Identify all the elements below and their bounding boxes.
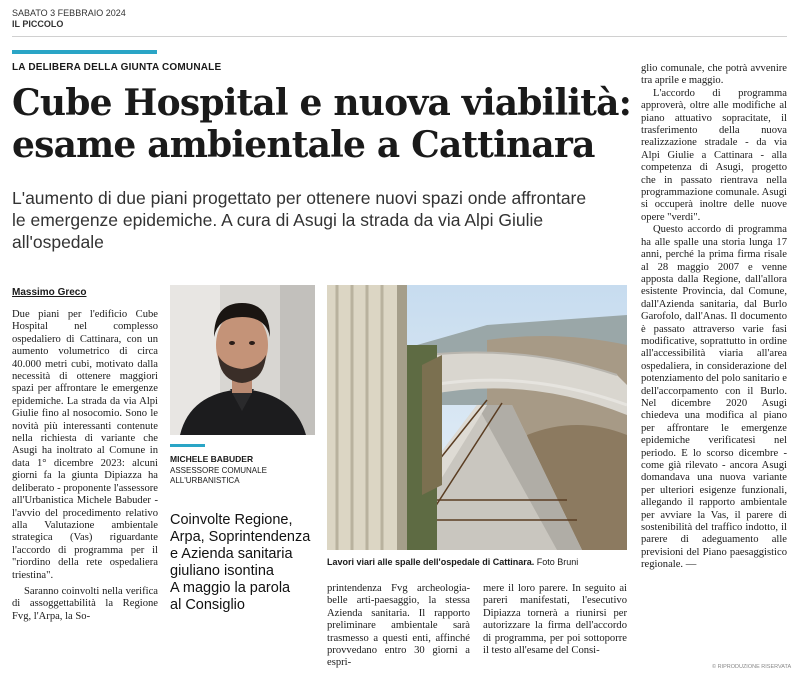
subtitle-line-2: le emergenze epidemiche. A cura di Asugi la strada da via Alpi Giulie all'ospedale [12, 210, 544, 252]
pull-quote-line-6: al Consiglio [170, 597, 245, 613]
edition-date: SABATO 3 FEBBRAIO 2024 [12, 8, 126, 18]
main-photo [327, 285, 627, 550]
portrait-role-line-2: ALL'URBANISTICA [170, 476, 240, 485]
header-divider [12, 36, 787, 37]
pull-quote-line-2: Arpa, Soprintendenza [170, 529, 311, 545]
portrait-name: MICHELE BABUDER [170, 454, 254, 464]
photo-caption [327, 557, 627, 567]
photo-caption-text: Lavori viari alle spalle dell'ospedale di Cattinara. [327, 557, 535, 567]
article-column-4 [483, 583, 627, 657]
accent-bar [12, 50, 157, 54]
subtitle-line-1: L'aumento di due piani progettato per ottenere nuovi spazi onde affrontare [12, 188, 587, 208]
photo-credit: Foto Bruni [536, 557, 579, 567]
column-5-paragraph-3: Questo accordo di programma ha alle spalle una storia lunga 17 anni, perché la prima firma risale al 28 maggio 2007 e venne apposta dalla Regione, dall'allora esistente Provincia, dal Comune, dall'Azienda sanitaria, dal Burlo Garofolo, dall'Anas. Il documento è passato attraverso varie fasi modificative, soprattutto in ordine all'accessibilità viaria all'area ospedaliera, in considerazione del potenziamento del polo sanitario e dell'accorpamento con il Burlo. Nel dicembre 2020 Asugi chiedeva una modifica al piano per affrontare le emergenze epidemiche verificatesi nel periodo. E lo scorso dicembre - come già rilevato - ancora Asugi domandava una nuova variante per ulteriori esigenze funzionali, allegando il rapporto ambientale per avviare la Vas, il parere di sostenibilità del traffico indotto, il parere di adeguamento alle previsioni del Piano paesaggistico regionale. — [641, 224, 787, 571]
headline-line-1: Cube Hospital e nuova viabilità: [12, 82, 632, 124]
pull-quote-line-4: giuliano isontina [170, 563, 274, 579]
portrait-role-line-1: ASSESSORE COMUNALE [170, 466, 267, 475]
portrait-image [170, 285, 315, 435]
subtitle [12, 187, 627, 253]
newspaper-name: IL PICCOLO [12, 19, 64, 29]
headline-line-2: esame ambientale a Cattinara [12, 124, 595, 166]
copyright-notice: © RIPRODUZIONE RISERVATA [712, 664, 792, 670]
paragraph-2: Saranno coinvolti nella verifica di assoggettabilità la Regione Fvg, l'Arpa, la So- [12, 585, 158, 622]
column-4-text: mere il loro parere. In seguito ai pareri manifestati, l'esecutivo Dipiazza tornerà a riunirsi per autorizzare la firma dell'accordo di programma, per poi sottoporre il testo all'esame del Consi- [483, 583, 627, 657]
portrait-role [170, 466, 267, 486]
portrait-photo [170, 285, 315, 435]
article-column-5 [641, 63, 787, 572]
headline [12, 82, 632, 166]
author-byline: Massimo Greco [12, 287, 87, 298]
column-3-text: printendenza Fvg archeologia-belle arti-paesaggio, la stessa Azienda sanitaria. Il rapporto preliminare ambientale sarà trasmesso a questi enti, affinché provvedano entro 30 giorni a espri- [327, 583, 470, 669]
kicker: LA DELIBERA DELLA GIUNTA COMUNALE [12, 62, 222, 73]
pull-quote-line-1: Coinvolte Regione, [170, 512, 293, 528]
article-column-3 [327, 583, 470, 670]
column-5-paragraph-1: glio comunale, che potrà avvenire tra aprile e maggio. [641, 63, 787, 87]
column-5-paragraph-2: L'accordo di programma approverà, oltre alle modifiche al piano attuativo sopracitate, il trasferimento della nuova realizzazione stradale - da via Alpi Giulie a Cattinara - alla competenza di Asugi, progetto che in passato rientrava nella programmazione comunale. Asugi si occuperà inoltre delle nuove opere "verdi". [641, 87, 787, 223]
construction-image [327, 285, 627, 550]
pull-quote [170, 512, 320, 614]
article-column-1 [12, 309, 158, 623]
portrait-accent [170, 444, 205, 447]
pull-quote-line-5: A maggio la parola [170, 580, 291, 596]
pull-quote-line-3: e Azienda sanitaria [170, 546, 293, 562]
paragraph-1: Due piani per l'edificio Cube Hospital nel complesso ospedaliero di Cattinara, con un aumento volumetrico di circa 40.000 metri cubi, motivato dalla necessità di ottenere maggiori spazi per affrontare le emergenze epidemiche. La strada da via Alpi Giulie fino al nosocomio. Sono le novità più interessanti contenute nella richiesta di variante che Asugi ha inoltrato al Comune in data 1° dicembre 2023: alcuni giorni fa la giunta Dipiazza ha deliberato - proponente l'assessore all'Urbanistica Michele Babuder - l'avvio del procedimento relativo alla Valutazione ambientale strategica (Vas) riguardante l'accordo di programma per il "riordino della rete ospedaliera triestina". [12, 309, 158, 581]
